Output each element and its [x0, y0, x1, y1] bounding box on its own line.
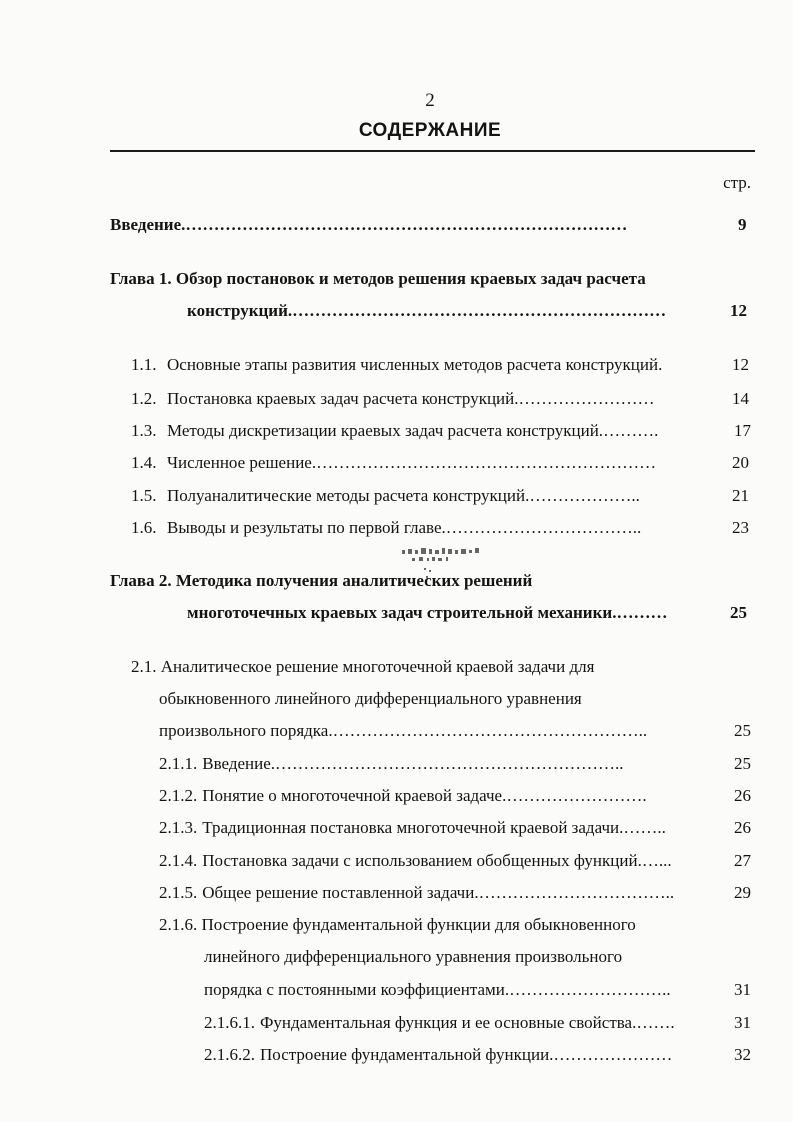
page-column-label: стр. — [723, 173, 751, 192]
toc-entry-leader: ……………….. — [529, 486, 640, 505]
toc-entry-leader: ………………………………………………………… — [292, 301, 667, 320]
toc-entry-text: Постановка краевых задач расчета конструкций. — [167, 389, 519, 408]
toc-section-2-1-1 — [159, 754, 624, 774]
toc-page-2-1-6-2: 32 — [734, 1045, 751, 1064]
toc-page-1-3: 17 — [734, 421, 751, 440]
toc-entry-text: конструкций. — [187, 301, 293, 320]
toc-section-2-1-6-line2: линейного дифференциального уравнения произвольного — [204, 947, 623, 966]
toc-section-number: 1.6. — [131, 518, 157, 537]
toc-entry-leader: …………………………….. — [478, 883, 675, 902]
toc-entry-leader: ………………… — [553, 1045, 673, 1064]
toc-entry-leader: …….. — [623, 818, 666, 837]
toc-section-number: 2.1.6.1. — [204, 1013, 255, 1032]
toc-section-number: 1.1. — [131, 355, 157, 374]
toc-section-1-6 — [131, 518, 641, 538]
toc-section-number: 2.1.1. — [159, 754, 198, 773]
toc-section-1-2 — [131, 389, 655, 409]
toc-entry-text: Понятие о многоточечной краевой задаче. — [202, 786, 507, 805]
toc-page-2-1-1: 25 — [734, 754, 751, 773]
page-number: 2 — [425, 90, 435, 111]
toc-section-number: 1.4. — [131, 453, 157, 472]
title-rule — [110, 150, 755, 152]
toc-entry-text: многоточечных краевых задач строительной механики. — [187, 603, 617, 622]
toc-entry-text: Общее решение поставленной задачи. — [202, 883, 479, 902]
toc-section-2-1-line3 — [159, 721, 647, 741]
toc-entry-leader: ……… — [616, 603, 668, 622]
toc-page-1-5: 21 — [732, 486, 749, 505]
toc-section-2-1-6-line3 — [204, 980, 671, 1000]
toc-page-2-1-6: 31 — [734, 980, 751, 999]
toc-section-number: 1.5. — [131, 486, 157, 505]
toc-section-2-1-6-line1: 2.1.6. Построение фундаментальной функции для обыкновенного — [159, 915, 636, 934]
toc-entry-text: Основные этапы развития численных методов расчета конструкций. — [167, 355, 663, 374]
toc-entry-text: Постановка задачи с использованием обобщенных функций. — [202, 851, 642, 870]
toc-section-2-1-2 — [159, 786, 647, 806]
toc-chapter1-line1: Глава 1. Обзор постановок и методов решения краевых задач расчета — [110, 269, 646, 288]
toc-entry-leader: …………………………………………………… — [316, 453, 657, 472]
toc-section-number: 1.2. — [131, 389, 157, 408]
toc-page-ch2: 25 — [730, 603, 747, 622]
toc-section-number: 2.1.4. — [159, 851, 198, 870]
toc-entry-leader: ………. — [603, 421, 659, 440]
toc-entry-text: произвольного порядка. — [159, 721, 333, 740]
toc-section-number: 2.1.5. — [159, 883, 198, 902]
toc-entry-intro — [110, 215, 627, 235]
toc-section-2-1-3 — [159, 818, 666, 838]
toc-entry-leader: ……………………. — [506, 786, 647, 805]
toc-page-1-1: 12 — [732, 355, 749, 374]
toc-chapter2-line1: Глава 2. Методика получения аналитических решений — [110, 571, 533, 590]
page-title: СОДЕРЖАНИЕ — [358, 120, 502, 141]
toc-entry-leader: ……………………………………………….. — [332, 721, 648, 740]
toc-page-ch1: 12 — [730, 301, 747, 320]
toc-entry-leader: …………………………………………………………………… — [185, 215, 628, 234]
toc-section-1-4 — [131, 453, 656, 473]
toc-entry-text: Построение фундаментальной функции. — [260, 1045, 554, 1064]
toc-section-2-1-5 — [159, 883, 674, 903]
toc-section-2-1-4 — [159, 851, 672, 871]
toc-entry-text: порядка с постоянными коэффициентами. — [204, 980, 510, 999]
toc-entry-leader: …………………… — [518, 389, 655, 408]
toc-page-2-1-2: 26 — [734, 786, 751, 805]
toc-section-1-1 — [131, 355, 662, 375]
toc-entry-text: Численное решение. — [167, 453, 317, 472]
toc-section-1-5 — [131, 486, 640, 506]
toc-entry-text: Традиционная постановка многоточечной краевой задачи. — [202, 818, 624, 837]
toc-entry-text: Полуаналитические методы расчета конструкций. — [167, 486, 530, 505]
toc-chapter1-line2 — [187, 301, 666, 321]
toc-entry-text: Введение. — [110, 215, 186, 234]
toc-section-1-3 — [131, 421, 658, 441]
toc-entry-leader: …………………………….. — [445, 518, 642, 537]
toc-section-2-1-6-1 — [204, 1013, 675, 1033]
toc-page-1-2: 14 — [732, 389, 749, 408]
toc-section-2-1-6-2 — [204, 1045, 672, 1065]
toc-section-2-1-line2: обыкновенного линейного дифференциального уравнения — [159, 689, 582, 708]
toc-entry-text: Фундаментальная функция и ее основные свойства. — [260, 1013, 637, 1032]
toc-entry-text: Методы дискретизации краевых задач расчета конструкций. — [167, 421, 604, 440]
toc-entry-leader: ……. — [636, 1013, 675, 1032]
toc-section-number: 1.3. — [131, 421, 157, 440]
toc-page-2-1-4: 27 — [734, 851, 751, 870]
toc-chapter2-line2 — [187, 603, 667, 623]
toc-entry-leader: …... — [641, 851, 672, 870]
toc-page-2-1-3: 26 — [734, 818, 751, 837]
toc-page-1-6: 23 — [732, 518, 749, 537]
toc-section-number: 2.1.3. — [159, 818, 198, 837]
toc-entry-leader: ……………………….. — [509, 980, 671, 999]
toc-page-intro: 9 — [738, 215, 747, 234]
toc-page-1-4: 20 — [732, 453, 749, 472]
toc-page-2-1-6-1: 31 — [734, 1013, 751, 1032]
toc-entry-leader: …………………………………………………….. — [275, 754, 624, 773]
toc-section-2-1-line1: 2.1. Аналитическое решение многоточечной краевой задачи для — [131, 657, 595, 676]
toc-page-2-1-5: 29 — [734, 883, 751, 902]
toc-section-number: 2.1.2. — [159, 786, 198, 805]
toc-page-2-1: 25 — [734, 721, 751, 740]
toc-entry-text: Введение. — [202, 754, 276, 773]
toc-entry-text: Выводы и результаты по первой главе. — [167, 518, 446, 537]
toc-section-number: 2.1.6.2. — [204, 1045, 255, 1064]
